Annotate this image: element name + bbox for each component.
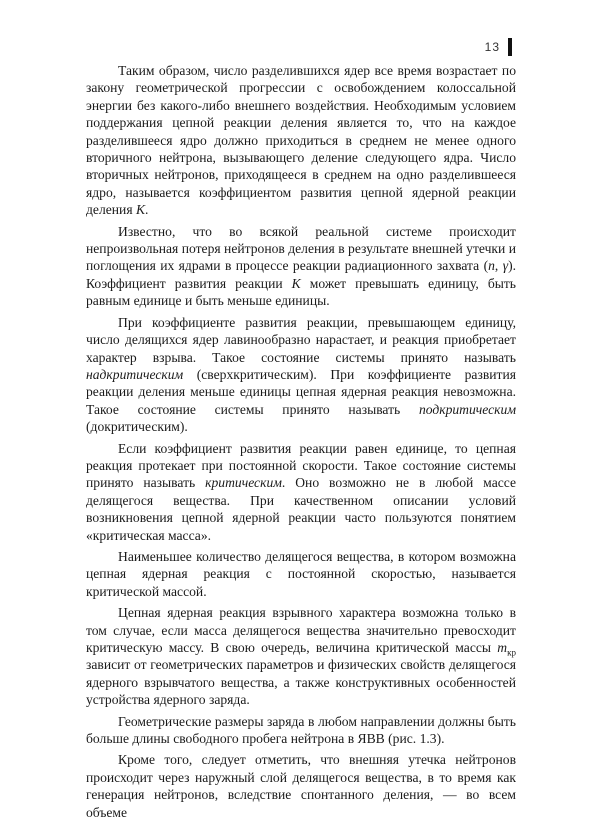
coefficient-k-2: K (291, 275, 301, 291)
paragraph-3-text-a: При коэффициенте развития реакции, превышающем единицу, число делящихся ядер лавинообразно нарастает, и реакция приобретает характер взрыва. Такое состояние системы принято называть (86, 314, 516, 365)
paragraph-6 (86, 604, 516, 708)
paragraph-5: Наименьшее количество делящегося вещества, в котором возможна цепная ядерная реакция с постоянной скоростью, называется критической массой. (86, 548, 516, 599)
term-critical: критическим (205, 475, 282, 491)
paragraph-6-text-b: зависит от геометрических параметров и физических свойств делящегося ядерного взрывчатого вещества, а также конструктивных особенностей устройства ядерного заряда. (86, 657, 516, 708)
paragraph-3-text-c: (докритическим). (86, 419, 188, 435)
symbol-m: m (497, 640, 508, 655)
paragraph-2-text-b: ). Коэффициент развития реакции (86, 258, 516, 291)
subscript-kr: кр (507, 647, 516, 658)
paragraph-4-text-a: Если коэффициент развития реакции равен единице, то цепная реакция протекает при постоянной скорости. Такое состояние системы принято называть (86, 440, 516, 491)
page-header (485, 38, 512, 56)
symbol-n: n (488, 258, 495, 274)
paragraph-2-text-c: может превышать единицу, быть равным единице и быть меньше единицы. (86, 275, 517, 309)
paragraph-1-text: Таким образом, число разделившихся ядер все время возрастает по закону геометрической прогрессии с освобождением колоссальной энергии без какого-либо внешнего воздействия. Необходимым условием поддержания цепной реакции деления является то, что на каждое разделившееся ядро должно приходиться в среднем не менее одного вторичного нейтрона, вызывающего деление следующего ядра. Число вторичных нейтронов, приходящееся в среднем на одно разделившееся ядро, называется коэффициентом развития цепной ядерной реакции деления (86, 63, 516, 218)
paragraph-2-text-a: Известно, что во всякой реальной системе происходит непроизвольная потеря нейтронов деления в результате внешней утечки и поглощения их ядрами в процессе реакции радиационного захвата ( (86, 223, 516, 274)
paragraph-3 (86, 314, 516, 436)
paragraph-6-text-a: Цепная ядерная реакция взрывного характера возможна только в том случае, если масса делящегося вещества значительно превосходит критическую массу. В свою очередь, величина критической массы (86, 605, 516, 655)
page-number: 13 (484, 40, 500, 54)
header-marker-bar (508, 38, 512, 56)
paragraph-1 (86, 62, 516, 219)
paragraph-1-end: . (145, 202, 149, 218)
term-supercritical: надкритическим (86, 366, 184, 382)
paragraph-8: Кроме того, следует отметить, что внешняя утечка нейтронов происходит через наружный слой делящегося вещества, в то время как генерация нейтронов, вследствие спонтанного деления, — во всем объеме (86, 752, 516, 820)
paragraph-3-text-b: (сверхкритическим). При коэффициенте развития реакции деления меньше единицы цепная ядерная реакция невозможна. Такое состояние системы принято называть (86, 366, 516, 417)
text-body (86, 62, 516, 821)
paragraph-4 (86, 440, 516, 544)
paragraph-2-comma: , (494, 258, 503, 274)
paragraph-2 (86, 223, 516, 310)
symbol-gamma: γ (502, 258, 509, 274)
term-subcritical: подкритическим (418, 401, 516, 417)
coefficient-k: K (135, 202, 146, 218)
paragraph-7: Геометрические размеры заряда в любом направлении должны быть больше длины свободного пробега нейтрона в ЯВВ (рис. 1.3). (86, 713, 516, 747)
paragraph-4-text-b: . Оно возможно не в любой массе делящегося вещества. При качественном описании условий возникновения цепной ядерной реакции часто пользуются понятием «критическая масса». (86, 475, 516, 543)
